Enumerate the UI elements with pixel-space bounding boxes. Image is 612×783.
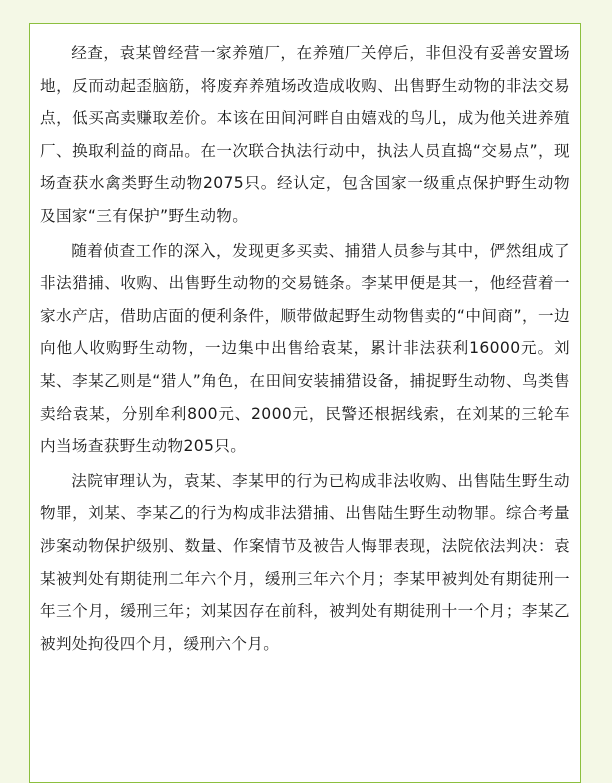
paragraph-trade-chain: 随着侦查工作的深入，发现更多买卖、捕猎人员参与其中，俨然组成了非法猎捕、收购、出售野生动物的交易链条。李某甲便是其一，他经营着一家水产店，借助店面的便利条件，顺带做起野生动物售卖的“中间商”，一边向他人收购野生动物，一边集中出售给袁某，累计非法获利16000元。刘某、李某乙则是“猎人”角色，在田间安装捕猎设备，捕捉野生动物、鸟类售卖给袁某，分别牟利800元、2000元，民警还根据线索，在刘某的三轮车内当场查获野生动物205只。 <box>40 241 570 456</box>
paragraph-court-verdict: 法院审理认为，袁某、李某甲的行为已构成非法收购、出售陆生野生动物罪，刘某、李某乙的行为构成非法猎捕、出售陆生野生动物罪。综合考量涉案动物保护级别、数量、作案情节及被告人悔罪表现，法院依法判决：袁某被判处有期徒刑二年六个月，缓刑三年六个月；李某甲被判处有期徒刑一年三个月，缓刑三年；刘某因存在前科，被判处有期徒刑十一个月；李某乙被判处拘役四个月，缓刑六个月。 <box>40 471 570 653</box>
paragraph-investigation: 经查，袁某曾经营一家养殖厂，在养殖厂关停后，非但没有妥善安置场地，反而动起歪脑筋，将废弃养殖场改造成收购、出售野生动物的非法交易点，低买高卖赚取差价。本该在田间河畔自由嬉戏的鸟儿，成为他关进养殖厂、换取利益的商品。在一次联合执法行动中，执法人员直捣“交易点”，现场查获水禽类野生动物2075只。经认定，包含国家一级重点保护野生动物及国家“三有保护”野生动物。 <box>40 44 570 225</box>
article-box <box>29 23 581 783</box>
